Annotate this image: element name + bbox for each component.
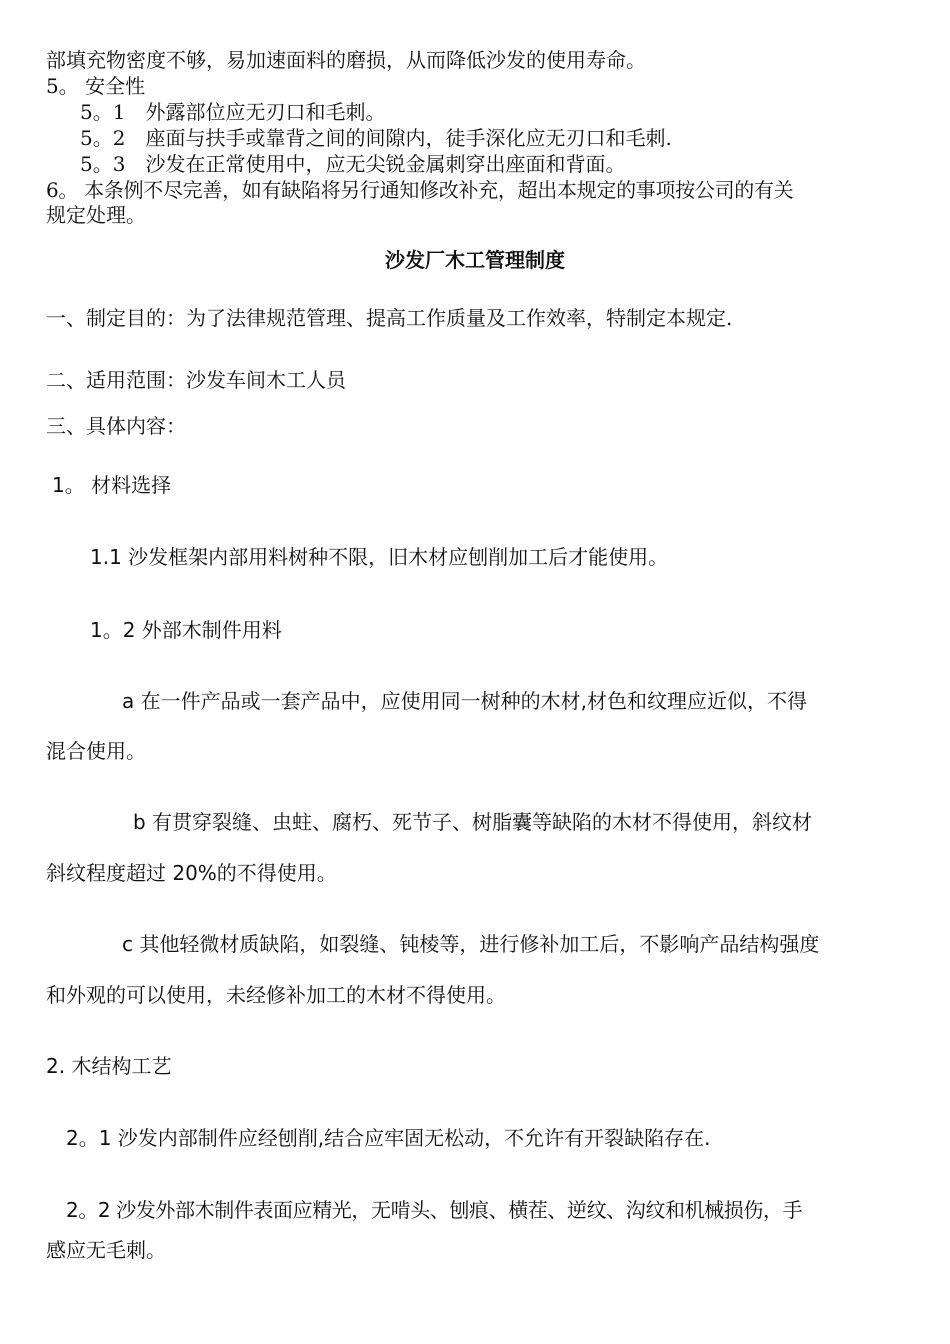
item-5-2: 5。2 座面与扶手或靠背之间的间隙内，徒手深化应无刃口和毛刺. (80, 126, 672, 150)
item-2-2-line-2: 感应无毛刺。 (46, 1238, 166, 1262)
item-b-line-2: 斜纹程度超过 20%的不得使用。 (46, 861, 337, 885)
section-6-line-2: 规定处理。 (46, 203, 146, 227)
section-2-heading: 2. 木结构工艺 (46, 1054, 172, 1078)
section-6-line-1: 6。 本条例不尽完善，如有缺陷将另行通知修改补充，超出本规定的事项按公司的有关 (46, 178, 794, 202)
item-5-3: 5。3 沙发在正常使用中，应无尖锐金属刺穿出座面和背面。 (80, 152, 626, 176)
item-2-1: 2。1 沙发内部制件应经刨削,结合应牢固无松动，不允许有开裂缺陷存在. (66, 1126, 711, 1150)
item-c-line-1: c 其他轻微材质缺陷，如裂缝、钝棱等，进行修补加工后，不影响产品结构强度 (122, 932, 820, 956)
item-a-line-1: a 在一件产品或一套产品中，应使用同一树种的木材,材色和纹理应近似，不得 (122, 689, 807, 713)
item-1-1: 1.1 沙发框架内部用料树种不限，旧木材应刨削加工后才能使用。 (90, 545, 669, 569)
scope-line: 二、适用范围：沙发车间木工人员 (46, 368, 346, 392)
content-heading: 三、具体内容： (46, 414, 186, 438)
item-a-line-2: 混合使用。 (46, 739, 146, 763)
document-title: 沙发厂木工管理制度 (385, 248, 565, 272)
item-5-1: 5。1 外露部位应无刃口和毛刺。 (80, 100, 386, 124)
item-1-2: 1。2 外部木制件用料 (90, 618, 282, 642)
item-c-line-2: 和外观的可以使用，未经修补加工的木材不得使用。 (46, 983, 506, 1007)
section-1-heading: 1。 材料选择 (52, 473, 172, 497)
item-b-line-1: b 有贯穿裂缝、虫蛀、腐朽、死节子、树脂囊等缺陷的木材不得使用，斜纹材 (133, 810, 813, 834)
item-2-2-line-1: 2。2 沙发外部木制件表面应精光，无啃头、刨痕、横茬、逆纹、沟纹和机械损伤，手 (66, 1198, 803, 1222)
continuation-line: 部填充物密度不够，易加速面料的磨损，从而降低沙发的使用寿命。 (46, 48, 646, 72)
purpose-line: 一、制定目的：为了法律规范管理、提高工作质量及工作效率，特制定本规定. (46, 306, 733, 330)
section-5-heading: 5。 安全性 (46, 74, 146, 98)
